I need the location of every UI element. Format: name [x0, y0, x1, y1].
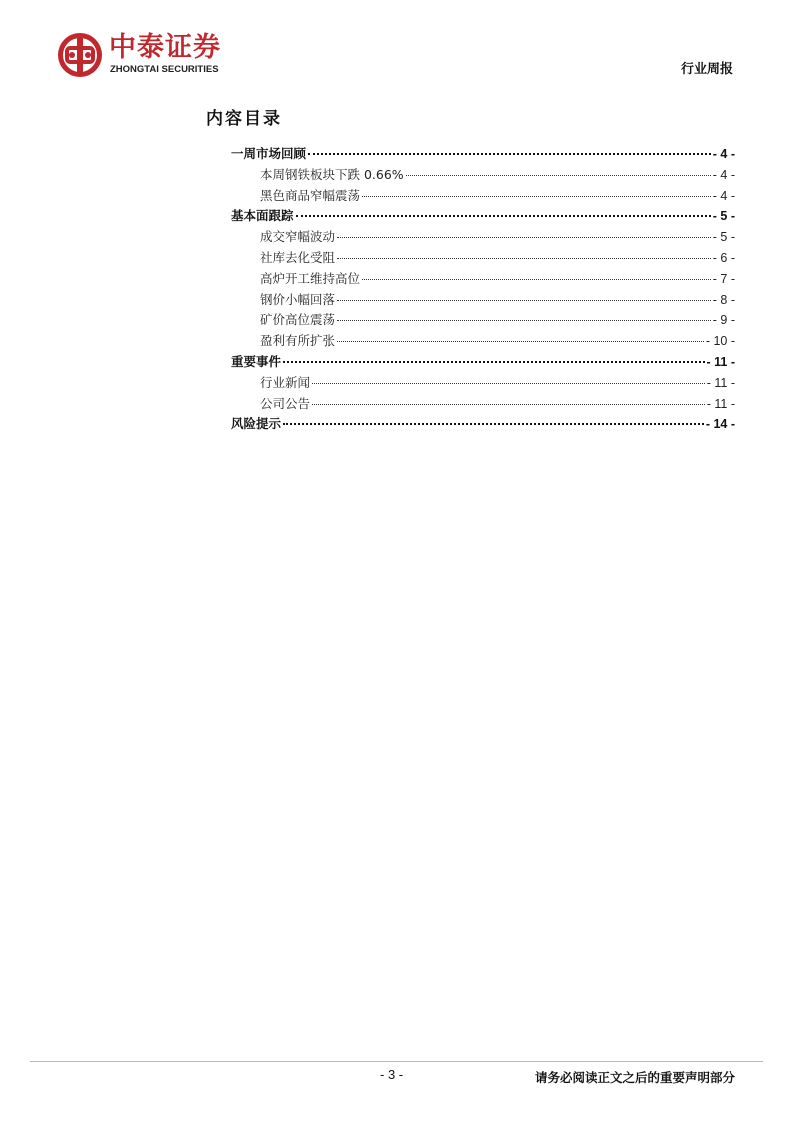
toc-entry-page: - 5 - — [712, 209, 735, 224]
toc-subsection-entry[interactable] — [260, 228, 735, 246]
toc-dot-leader — [312, 382, 705, 384]
logo-english-name: ZHONGTAI SECURITIES — [110, 64, 219, 75]
toc-entry-page: - 11 - — [706, 396, 735, 411]
toc-dot-leader — [308, 152, 711, 155]
toc-subsection-entry[interactable] — [260, 395, 735, 413]
toc-title: 内容目录 — [206, 109, 282, 129]
toc-entry-page: - 4 - — [712, 167, 735, 182]
toc-section-entry[interactable] — [231, 145, 735, 163]
toc-entry-label: 重要事件 — [231, 354, 282, 369]
footer-divider — [30, 1061, 763, 1062]
toc-entry-page: - 8 - — [712, 292, 735, 307]
table-of-contents — [0, 0, 793, 480]
toc-entry-page: - 5 - — [712, 230, 735, 245]
toc-dot-leader — [283, 422, 704, 425]
toc-dot-leader — [337, 340, 704, 342]
toc-subsection-entry[interactable] — [260, 249, 735, 267]
toc-entry-page: - 6 - — [712, 251, 735, 265]
toc-entry-page: - 11 - — [706, 375, 735, 390]
toc-subsection-entry[interactable] — [260, 311, 735, 329]
toc-dot-leader — [362, 278, 711, 280]
toc-dot-leader — [296, 214, 711, 217]
toc-entry-label: 黑色商品窄幅震荡 — [260, 187, 361, 203]
toc-entry-label: 钢价小幅回落 — [260, 291, 336, 307]
toc-entry-label: 盈利有所扩张 — [260, 333, 336, 349]
toc-subsection-entry[interactable] — [260, 187, 735, 205]
toc-entry-page: - 11 - — [706, 355, 735, 369]
toc-subsection-entry[interactable] — [260, 332, 735, 350]
toc-entry-label: 成交窄幅波动 — [260, 229, 336, 245]
footer-disclaimer: 请务必阅读正文之后的重要声明部分 — [534, 1070, 735, 1085]
toc-section-entry[interactable] — [231, 353, 735, 371]
toc-dot-leader — [337, 236, 711, 238]
toc-entry-page: - 4 - — [712, 188, 735, 203]
toc-entry-label: 一周市场回顾 — [231, 146, 307, 161]
toc-entry-label: 矿价高位震荡 — [260, 312, 336, 328]
toc-dot-leader — [283, 360, 704, 363]
toc-entry-page: - 7 - — [712, 271, 735, 286]
toc-subsection-entry[interactable] — [260, 270, 735, 288]
toc-entry-page: - 4 - — [712, 147, 735, 161]
toc-dot-leader — [362, 195, 711, 197]
toc-entry-label: 公司公告 — [260, 395, 311, 411]
toc-subsection-entry[interactable] — [260, 374, 735, 392]
toc-entry-label: 风险提示 — [231, 416, 282, 432]
toc-subsection-entry[interactable] — [260, 166, 735, 184]
toc-entry-label: 高炉开工维持高位 — [260, 270, 361, 286]
toc-dot-leader — [337, 319, 711, 321]
toc-entry-page: - 10 - — [705, 334, 735, 349]
toc-section-entry[interactable] — [231, 415, 735, 433]
report-type-label: 行业周报 — [680, 62, 733, 77]
toc-entry-label: 社库去化受阻 — [260, 250, 336, 265]
toc-section-entry[interactable] — [231, 207, 735, 225]
toc-dot-leader — [337, 257, 711, 259]
toc-entry-page: - 9 - — [712, 313, 735, 328]
toc-entry-label: 行业新闻 — [260, 374, 311, 390]
toc-entry-label: 本周钢铁板块下跌 0.66% — [260, 166, 404, 182]
toc-dot-leader — [406, 174, 711, 176]
logo-chinese-name: 中泰证券 — [109, 32, 221, 63]
toc-dot-leader — [337, 299, 711, 301]
toc-entry-label: 基本面跟踪 — [231, 208, 294, 224]
toc-subsection-entry[interactable] — [260, 291, 735, 309]
page-number: - 3 - — [380, 1067, 404, 1082]
toc-dot-leader — [312, 403, 705, 405]
toc-entry-page: - 14 - — [705, 417, 735, 432]
